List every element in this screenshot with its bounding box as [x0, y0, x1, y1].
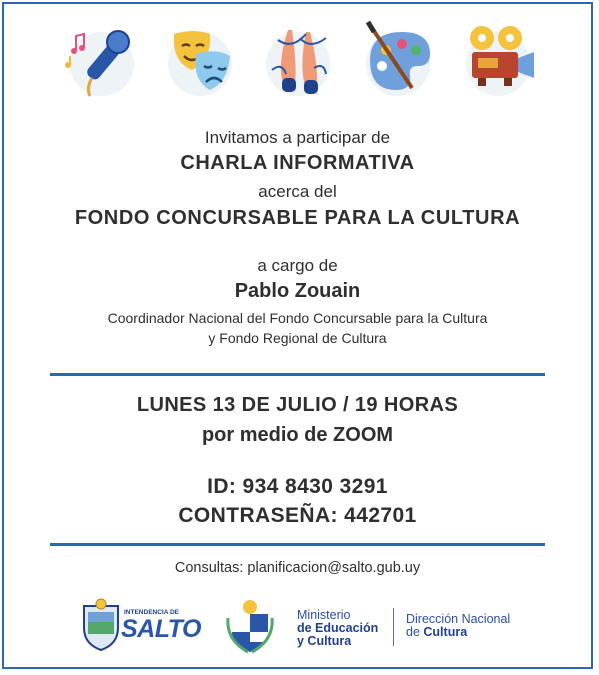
ballet-shoes-icon [258, 20, 338, 104]
film-projector-icon [458, 20, 538, 104]
mec-logo-text [297, 609, 378, 648]
dnc-line2b: Cultura [423, 625, 468, 639]
speaker-name: Pablo Zouain [234, 280, 361, 302]
microphone-icon [62, 20, 142, 104]
salto-logo-text: SALTO [121, 615, 201, 643]
uruguay-coat-of-arms-icon [226, 598, 274, 654]
speaker-role-line1: Coordinador Nacional del Fondo Concursable para la Cultura [107, 310, 488, 326]
meeting-id: ID: 934 8430 3291 [207, 475, 388, 498]
speaker-role-line2: y Fondo Regional de Cultura [208, 330, 387, 346]
dnc-logo-text [406, 613, 510, 639]
theater-masks-icon [160, 20, 240, 104]
dnc-line2a: de [406, 625, 424, 639]
divider-top [50, 373, 545, 376]
dnc-line1: Dirección Nacional [406, 612, 511, 626]
invite-line: Invitamos a participar de [204, 128, 391, 147]
speaker-intro: a cargo de [257, 256, 338, 275]
contact-line[interactable]: Consultas: planificacion@salto.gub.uy [174, 560, 421, 576]
divider-bottom [50, 543, 545, 546]
salto-coat-of-arms-icon [80, 598, 122, 652]
event-date-time: LUNES 13 DE JULIO / 19 HORAS [136, 394, 459, 416]
event-title: CHARLA INFORMATIVA [180, 152, 415, 174]
meeting-password: CONTRASEÑA: 442701 [178, 504, 417, 527]
invite-connector: acerca del [258, 182, 337, 201]
mec-line2: de Educación [297, 621, 379, 635]
fund-title: FONDO CONCURSABLE PARA LA CULTURA [74, 207, 521, 229]
event-platform: por medio de ZOOM [201, 424, 394, 446]
salto-logo-small: INTENDENCIA DE [124, 609, 180, 616]
paint-palette-icon [358, 20, 438, 104]
logo-divider [393, 608, 394, 646]
mec-line1: Ministerio [297, 608, 351, 622]
mec-line3: y Cultura [297, 634, 352, 648]
header-icons [0, 20, 595, 110]
